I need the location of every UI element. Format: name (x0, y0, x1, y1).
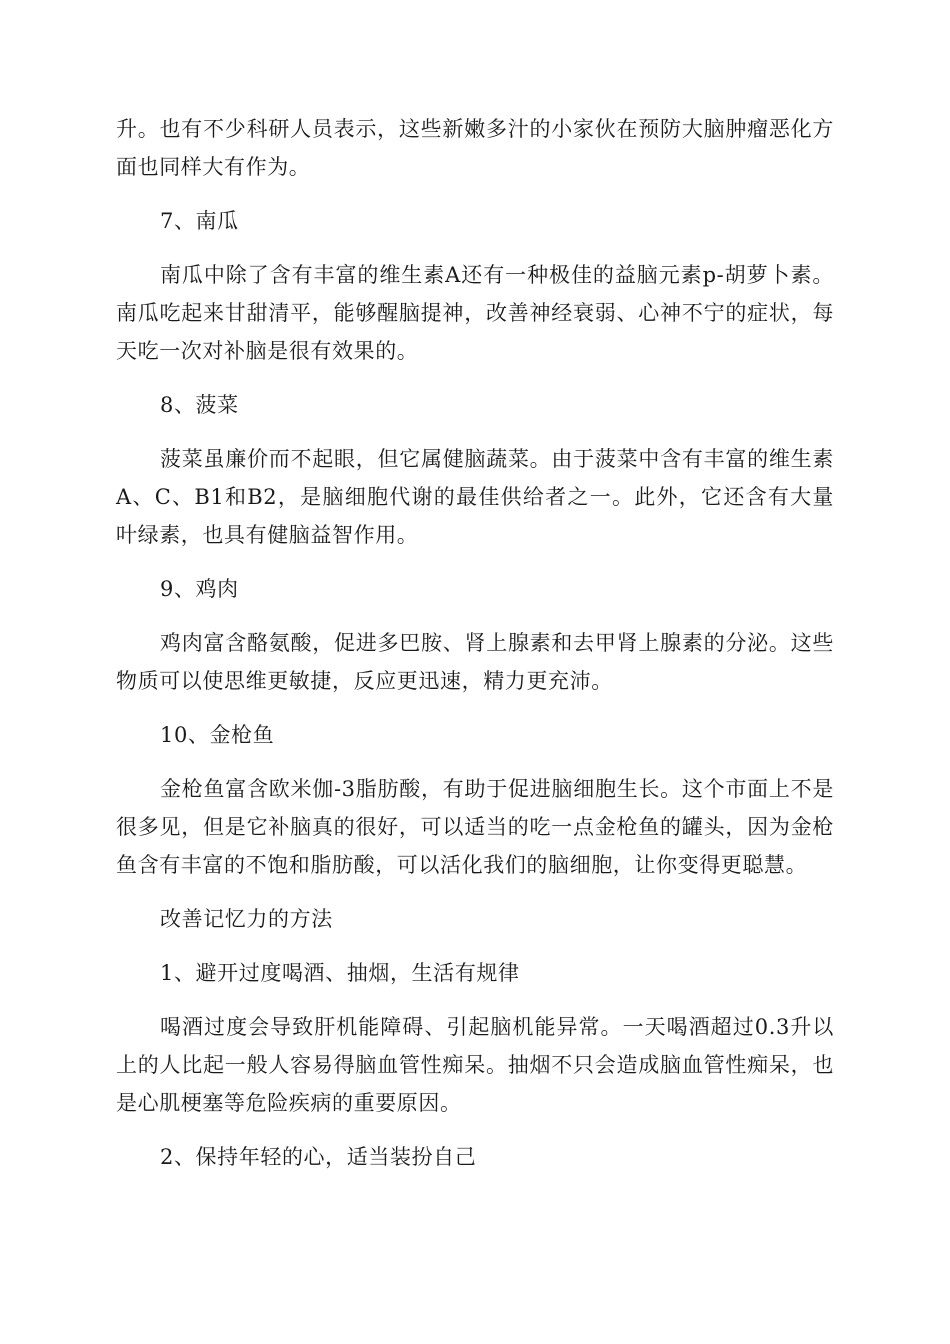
paragraph-chicken: 鸡肉富含酪氨酸，促进多巴胺、肾上腺素和去甲肾上腺素的分泌。这些物质可以使思维更敏捷，反应更迅速，精力更充沛。 (116, 631, 834, 693)
paragraph-pumpkin: 南瓜中除了含有丰富的维生素A还有一种极佳的益脑元素p-胡萝卜素。南瓜吃起来甘甜清平，能够醒脑提神，改善神经衰弱、心神不宁的症状，每天吃一次对补脑是很有效果的。 (116, 263, 834, 363)
heading-chicken: 9、鸡肉 (160, 577, 239, 601)
section-heading-memory: 改善记忆力的方法 (160, 907, 333, 931)
paragraph-avoid-alcohol: 喝酒过度会导致肝机能障碍、引起脑机能异常。一天喝酒超过0.3升以上的人比起一般人容易得脑血管性痴呆。抽烟不只会造成脑血管性痴呆，也是心肌梗塞等危险疾病的重要原因。 (116, 1015, 834, 1115)
heading-pumpkin: 7、南瓜 (160, 209, 239, 233)
heading-spinach: 8、菠菜 (160, 393, 239, 417)
heading-stay-young: 2、保持年轻的心，适当装扮自己 (160, 1145, 477, 1169)
heading-avoid-alcohol: 1、避开过度喝酒、抽烟，生活有规律 (160, 961, 520, 985)
document-body (116, 110, 834, 1192)
paragraph-spinach: 菠菜虽廉价而不起眼，但它属健脑蔬菜。由于菠菜中含有丰富的维生素A、C、B1和B2，是脑细胞代谢的最佳供给者之一。此外，它还含有大量叶绿素，也具有健脑益智作用。 (116, 447, 834, 547)
paragraph-continued: 升。也有不少科研人员表示，这些新嫩多汁的小家伙在预防大脑肿瘤恶化方面也同样大有作为。 (116, 117, 834, 179)
paragraph-tuna: 金枪鱼富含欧米伽-3脂肪酸，有助于促进脑细胞生长。这个市面上不是很多见，但是它补脑真的很好，可以适当的吃一点金枪鱼的罐头，因为金枪鱼含有丰富的不饱和脂肪酸，可以活化我们的脑细胞，让你变得更聪慧。 (116, 777, 834, 877)
heading-tuna: 10、金枪鱼 (160, 723, 275, 747)
